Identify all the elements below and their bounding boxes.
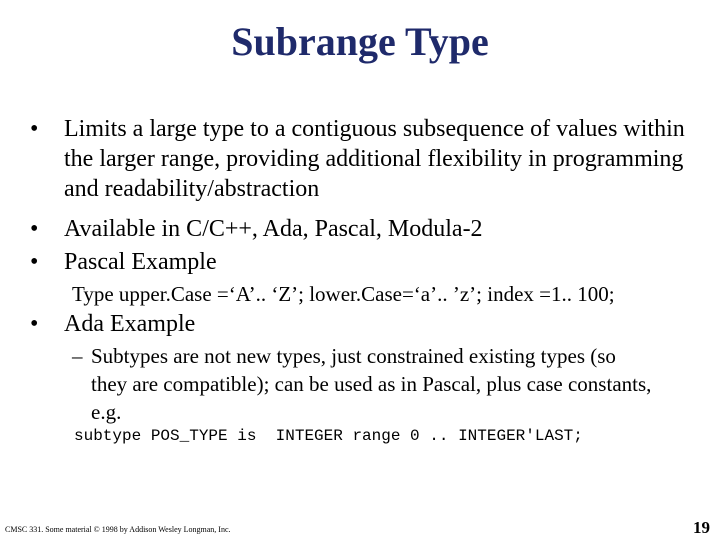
bullet-pascal-example [30,247,690,277]
slide-title: Subrange Type [231,19,489,64]
footer-credit: CMSC 331. Some material © 1998 by Addison Wesley Longman, Inc. [5,525,231,534]
ada-sub-bullet [72,342,652,426]
bullet-ada-example [30,309,690,339]
bullet-marker: • [30,311,39,337]
bullet-limits [30,114,690,204]
bullet-languages [30,214,690,244]
bullet-marker: • [30,249,39,275]
page-number: 19 [693,518,710,537]
bullet-text: Limits a large type to a contiguous subsequence of values within the larger range, providing additional flexibility in programming and readability/abstraction [64,116,685,202]
bullet-text: Ada Example [64,311,196,337]
bullet-text: Available in C/C++, Ada, Pascal, Modula-2 [64,216,483,242]
ada-code-example: subtype POS_TYPE is INTEGER range 0 .. INTEGER'LAST; [74,427,583,445]
bullet-marker: • [30,116,39,142]
pascal-example-code: Type upper.Case =‘A’.. ‘Z’; lower.Case=‘a’.. ’z’; index =1.. 100; [72,282,615,306]
bullet-marker: • [30,216,39,242]
bullet-text: Pascal Example [64,249,217,275]
sub-bullet-marker: – [72,344,83,368]
sub-bullet-text: Subtypes are not new types, just constrained existing types (so they are compatible); can be used as in Pascal, plus case constants, e.g. [91,344,652,424]
